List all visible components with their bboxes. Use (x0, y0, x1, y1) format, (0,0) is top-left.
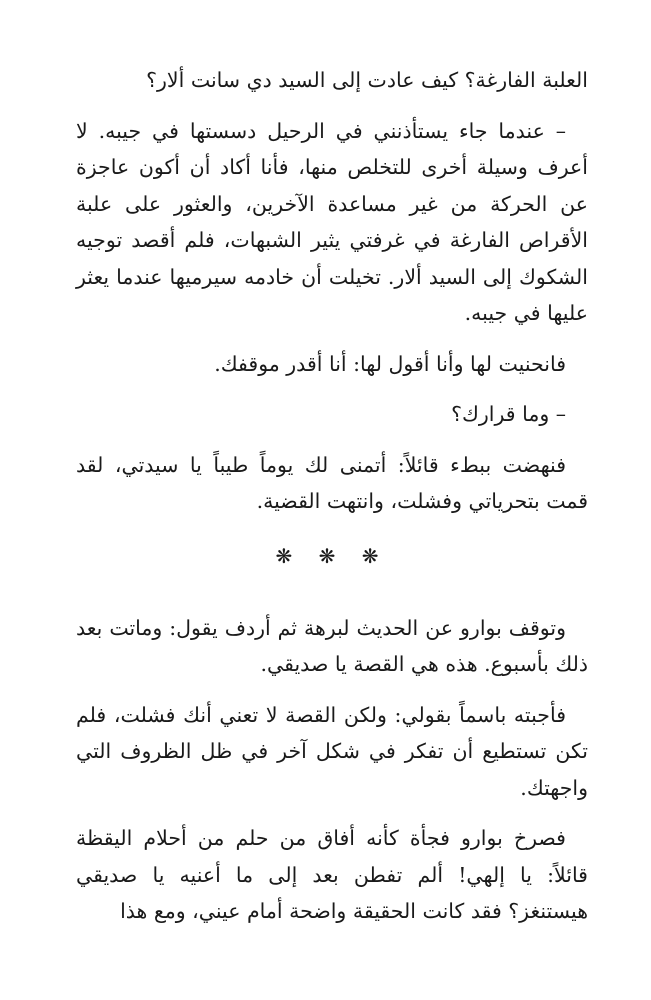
paragraph-7: فأجبته باسماً بقولي: ولكن القصة لا تعني أنك فشلت، فلم تكن تستطيع أن تفكر في شكل آخر في ظل الظروف التي واجهتك. (76, 702, 588, 800)
paragraph-8: فصرخ بوارو فجأة كأنه أفاق من حلم من أحلام اليقظة قائلاً: يا إلهي! ألم تفطن بعد إلى ما أعنيه يا صديقي هيستنغز؟ فقد كانت الحقيقة واضحة أمام عيني، ومع هذا (76, 826, 588, 923)
paragraph-4: – وما قرارك؟ (451, 402, 566, 426)
paragraph-5: فنهضت ببطء قائلاً: أتمنى لك يوماً طيباً يا سيدتي، لقد قمت بتحرياتي وفشلت، وانتهت القضية. (76, 452, 588, 513)
paragraph-1: العلبة الفارغة؟ كيف عادت إلى السيد دي سانت ألار؟ (146, 68, 588, 92)
paragraph-3: فانحنيت لها وأنا أقول لها: أنا أقدر موقفك. (214, 351, 566, 376)
paragraph-2: – عندما جاء يستأذنني في الرحيل دسستها في جيبه. لا أعرف وسيلة أخرى للتخلص منها، فأنا أكاد أن أكون عاجزة عن الحركة من غير مساعدة الآخرين، والعثور على علبة الأقراص الفارغة في غرفتي يثير الشبهات، فلم أقصد توجيه الشكوك إلى السيد ألار. تخيلت أن خادمه سيرميها عندما يعثر عليها في جيبه. (76, 118, 588, 325)
book-page (76, 62, 588, 944)
section-separator: ❋ ❋ ❋ (275, 543, 389, 568)
paragraph-6: وتوقف بوارو عن الحديث لبرهة ثم أردف يقول: وماتت بعد ذلك بأسبوع. هذه هي القصة يا صديقي. (76, 615, 588, 676)
